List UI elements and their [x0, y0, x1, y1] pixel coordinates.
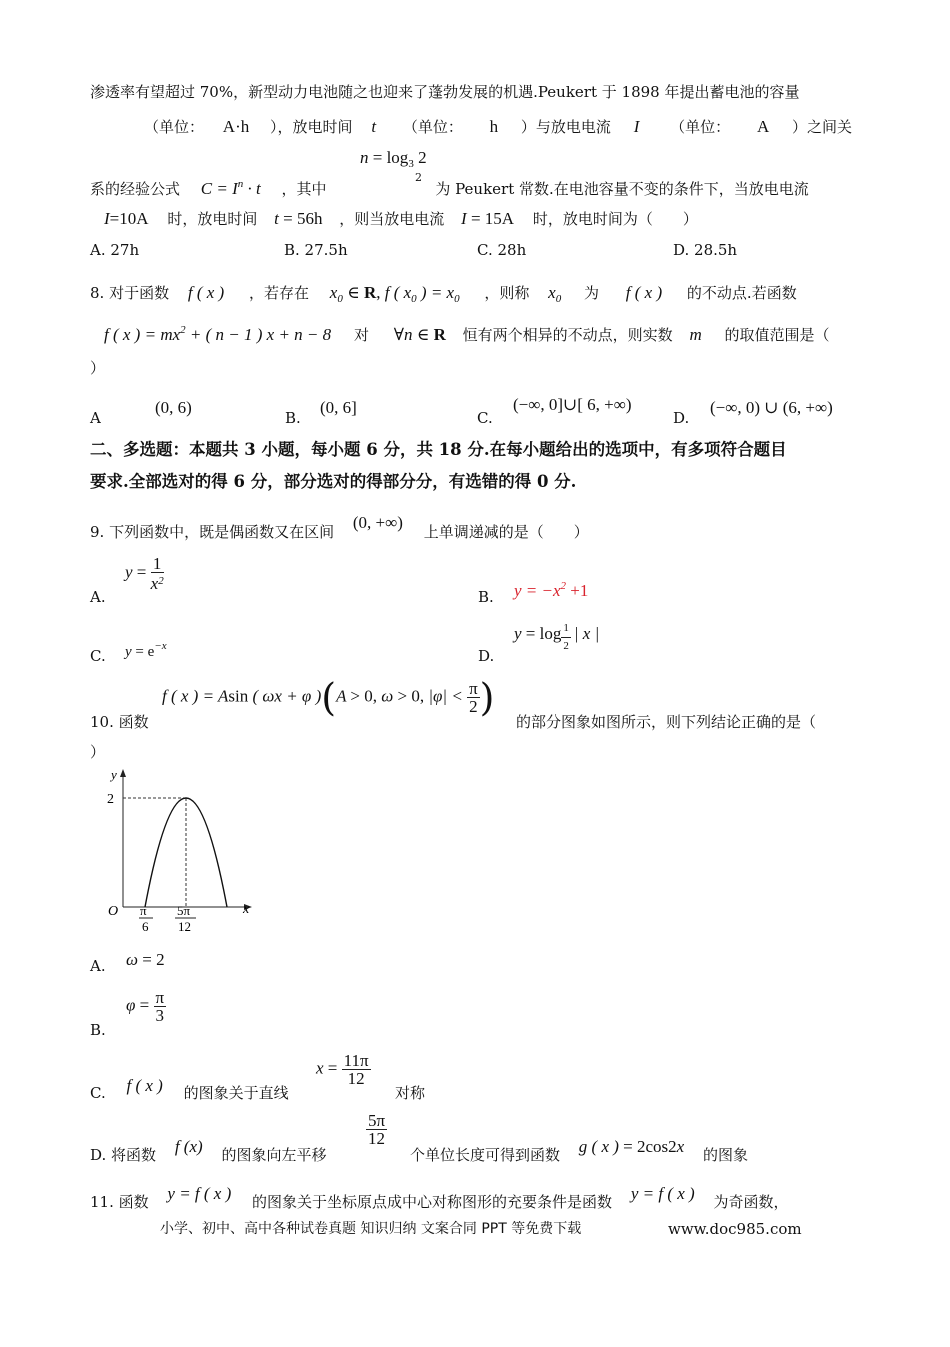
unit-ah: A·h [222, 117, 250, 136]
formula-t56: t = 56h [274, 209, 323, 228]
q8-label-b: B. [285, 409, 301, 427]
q7-option-b: B. 27.5h [284, 241, 348, 259]
section2-heading: 二、多选题：本题共 3 小题，每小题 6 分，共 18 分.在每小题给出的选项中，有多项符合题目 [90, 440, 787, 459]
y-label: y [111, 767, 117, 782]
q8-option-d: (−∞, 0) ∪ (6, +∞) [710, 398, 833, 417]
q9-option-a: y = $\frac{1}{x^2}$ [125, 554, 164, 593]
q8-option-a: (0, 6) [155, 398, 192, 417]
q7-line4: I=10A 时，放电时间 t = 56h ，则当放电电流 I = 15A 时，放电时间为（ ） [104, 209, 698, 228]
q8-close: ） [90, 359, 106, 377]
q10-option-d-shift: $\frac{5\pi}{12}$ [368, 1111, 386, 1148]
q10-graph [100, 765, 260, 940]
q9-label-d: D. [478, 647, 495, 665]
q10-label: 10. 函数 [90, 713, 149, 731]
q9-label-b: B. [478, 588, 494, 606]
q7-option-d: D. 28.5h [673, 241, 738, 259]
q7-line3: 系的经验公式 $C = I^n \cdot t$ ，其中 为 Peukert 常数.在电池容量不变的条件下，当放电电流 [90, 178, 809, 198]
tick-5pi12-den: 12 [178, 919, 191, 934]
q8-line2: f ( x ) = $mx^2$ + ( n − 1 ) x + n − 8 对 ∀n ∈ R 恒有两个相异的不动点，则实数 m 的取值范围是（ [104, 324, 830, 344]
tick-5pi12-num: 5π [177, 903, 191, 918]
q7-line1: 渗透率有望超过 70%，新型动力电池随之也迎来了蓬勃发展的机遇.Peukert 于 1898 年提出蓄电池的容量 [90, 83, 800, 101]
q9-label-c: C. [90, 647, 106, 665]
q8-option-b: (0, 6] [320, 398, 357, 417]
q10-option-c-end: 对称 [395, 1084, 426, 1102]
q9-option-b: $y = -x^2 +1$ [514, 580, 589, 600]
section2-heading-cont: 要求.全部选对的得 6 分，部分选对的得部分分，有选错的得 0 分. [90, 472, 577, 491]
q10-option-a: ω = 2 [126, 950, 165, 969]
q7-n-formula: $n = \log_3 2$ [360, 148, 427, 170]
q10-option-d: D. 将函数 f (x) 的图象向左平移 [90, 1137, 327, 1164]
var-i: I [633, 117, 640, 136]
q9-label-a: A. [90, 588, 106, 606]
q8-label-a: A [90, 409, 101, 427]
q10-close: ） [90, 743, 106, 761]
y-tick-2: 2 [107, 792, 114, 807]
formula-c: $C = I^n \cdot t$ [200, 178, 261, 198]
q10-function: f ( x ) = Asin ( ωx + φ )(A > 0, ω > 0, |φ| < $\frac{\pi}{2}$ ) [162, 675, 495, 720]
q10-option-d-cont: 个单位长度可得到函数 g ( x ) = 2cos2x 的图象 [410, 1137, 749, 1164]
q10-option-c: C. f ( x ) 的图象关于直线 [90, 1076, 289, 1102]
q10-option-b: φ = $\frac{\pi}{3}$ [126, 988, 165, 1025]
origin-label: O [108, 904, 119, 919]
y-axis-arrow [120, 769, 126, 777]
q8-label-d: D. [673, 409, 690, 427]
q11-stem: 11. 函数 y = f ( x ) 的图象关于坐标原点成中心对称图形的充要条件是函数 y = f ( x ) 为奇函数， [90, 1184, 789, 1211]
tick-pi6-den: 6 [142, 919, 149, 934]
formula-i10: I=10A [104, 209, 149, 228]
var-t: t [371, 117, 377, 136]
unit-a: A [756, 117, 770, 136]
q7-option-a: A. 27h [90, 241, 140, 259]
formula-i15: I = 15A [461, 209, 515, 228]
footer-url[interactable]: www.doc985.com [668, 1220, 802, 1238]
q8-option-c: (−∞, 0]∪[ 6, +∞) [513, 395, 632, 414]
q10-option-c-line: x = $\frac{11\pi}{12}$ [316, 1051, 369, 1088]
unit-h: h [489, 117, 499, 136]
q10-option-b-label: B. [90, 1021, 106, 1039]
q7-line2: （单位： A·h ），放电时间 t （单位： h ）与放电电流 I （单位： A ）之间关 [144, 117, 853, 136]
q9-option-d: y = log $\frac{1}{2}$ | x | [514, 622, 600, 652]
x-label: x [243, 902, 250, 917]
q10-option-a-label: A. [90, 957, 106, 975]
q10-stem: 的部分图象如图所示，则下列结论正确的是（ [516, 713, 817, 731]
q7-n-formula-base-den: 2 [415, 171, 422, 184]
q9-stem: 9. 下列函数中，既是偶函数又在区间 (0, +∞) 上单调递减的是（ ） [90, 513, 589, 541]
q8-label-c: C. [477, 409, 493, 427]
q8-line1: 8. 对于函数 f ( x ) ，若存在 $x_0$ ∈ R, f ( $x_0$ ) = $x_0$ ，则称 $x_0$ 为 f ( x ) 的不动点.若函数 [90, 283, 797, 305]
q9-option-c: $y = e^{-x}$ [125, 640, 167, 660]
footer-text: 小学、初中、高中各种试卷真题 知识归纳 文案合同 PPT 等免费下载 [160, 1221, 582, 1237]
tick-pi6-num: π [140, 903, 147, 918]
q7-option-c: C. 28h [477, 241, 527, 259]
